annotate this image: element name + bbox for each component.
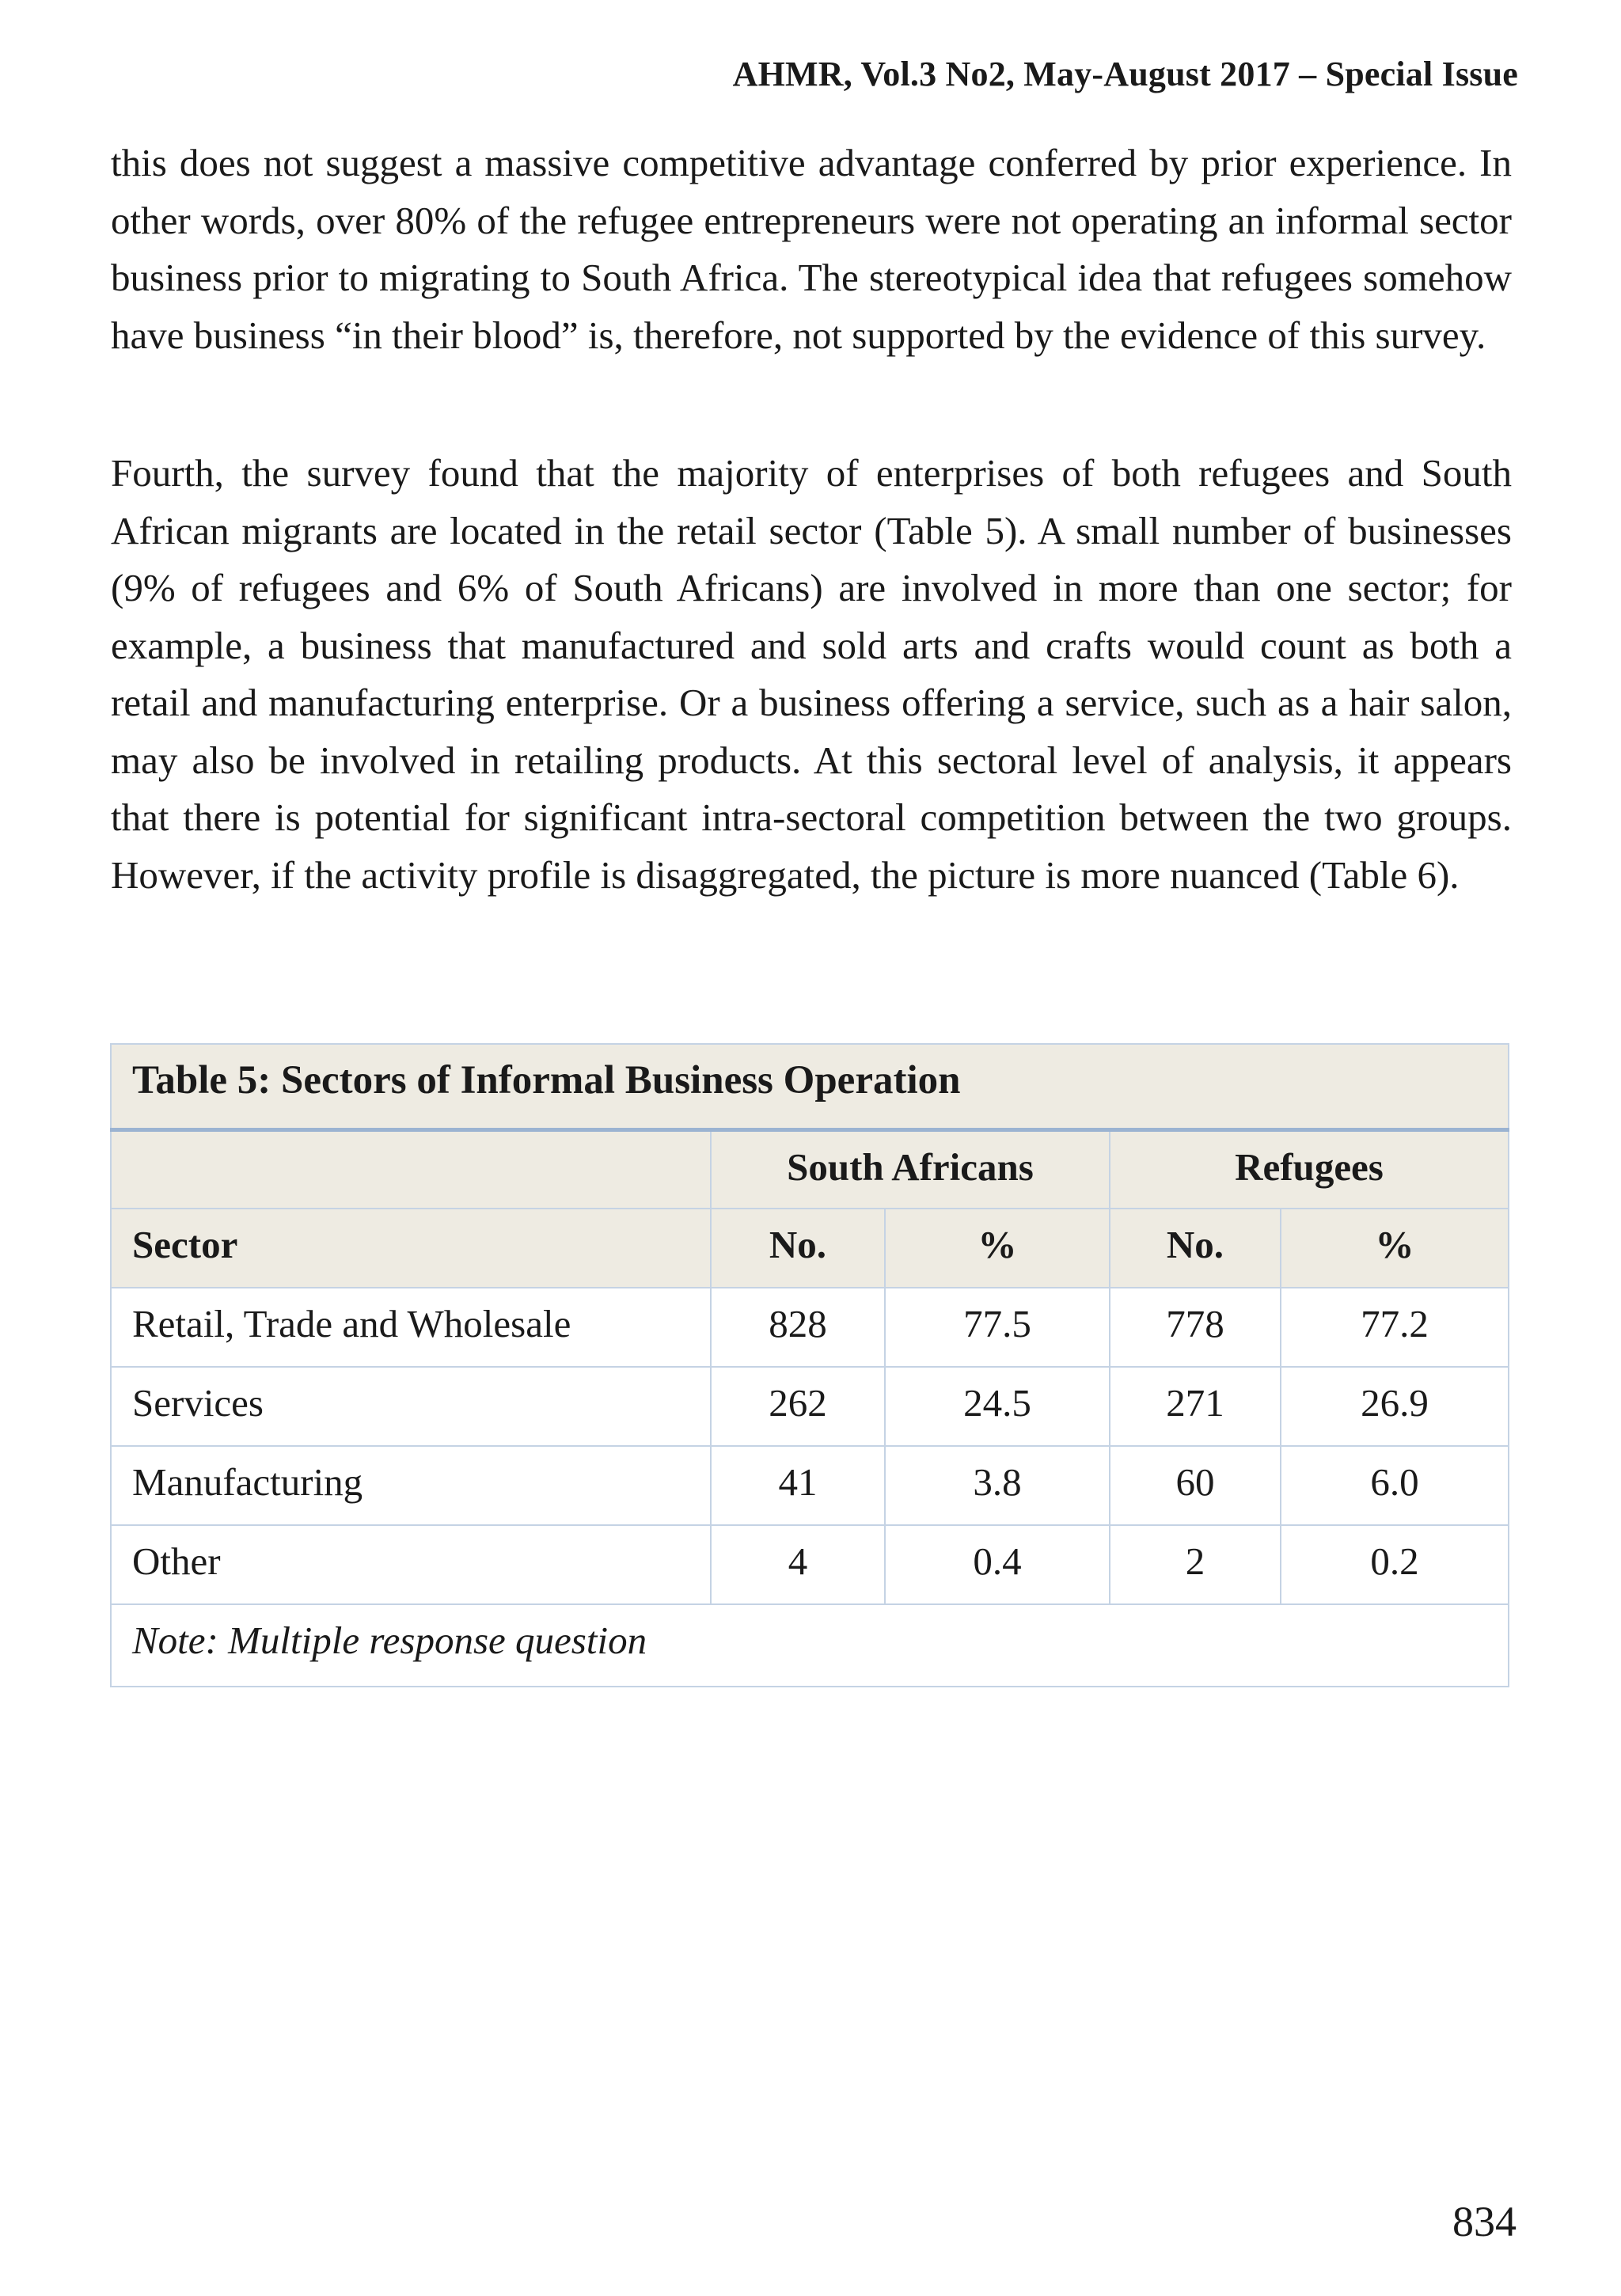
table-corner-cell — [111, 1129, 711, 1209]
row-sector: Other — [111, 1525, 711, 1604]
row-ref-pct: 77.2 — [1281, 1288, 1509, 1367]
row-ref-no: 60 — [1110, 1446, 1281, 1525]
row-sa-pct: 24.5 — [885, 1367, 1110, 1446]
row-ref-no: 271 — [1110, 1367, 1281, 1446]
table-note: Note: Multiple response question — [111, 1604, 1509, 1687]
table-row — [111, 1367, 1509, 1446]
running-header: AHMR, Vol.3 No2, May-August 2017 – Special Issue — [732, 55, 1518, 93]
row-ref-no: 2 — [1110, 1525, 1281, 1604]
body-paragraph-1: this does not suggest a massive competitive advantage conferred by prior experience. In other words, over 80% of the refugee entrepreneurs were not operating an informal sector business prior to migrating to South Africa. The stereotypical idea that refugees somehow have business “in their blood” is, therefore, not supported by the evidence of this survey. — [111, 141, 1512, 357]
row-sa-pct: 0.4 — [885, 1525, 1110, 1604]
row-sa-no: 41 — [711, 1446, 885, 1525]
page-number: 834 — [1452, 2198, 1517, 2245]
group-header-refugees: Refugees — [1110, 1129, 1509, 1209]
body-paragraph-2: Fourth, the survey found that the majority of enterprises of both refugees and South African migrants are located in the retail sector (Table 5). A small number of businesses (9% of refugees and 6% of South Africans) are involved in more than one sector; for example, a business that manufactured and sold arts and crafts would count as both a retail and manufacturing enterprise. Or a business offering a service, such as a hair salon, may also be involved in retailing products. At this sectoral level of analysis, it appears that there is potential for significant intra-sectoral competition between the two groups. However, if the activity profile is disaggregated, the picture is more nuanced (Table 6). — [111, 451, 1512, 897]
column-header-sa-pct: % — [885, 1209, 1110, 1288]
column-header-sa-no: No. — [711, 1209, 885, 1288]
table-row — [111, 1446, 1509, 1525]
row-sector: Services — [111, 1367, 711, 1446]
row-sa-no: 262 — [711, 1367, 885, 1446]
row-ref-pct: 6.0 — [1281, 1446, 1509, 1525]
column-header-ref-no: No. — [1110, 1209, 1281, 1288]
sectors-table — [110, 1043, 1509, 1687]
row-ref-pct: 0.2 — [1281, 1525, 1509, 1604]
column-header-sector: Sector — [111, 1209, 711, 1288]
row-ref-no: 778 — [1110, 1288, 1281, 1367]
row-sa-no: 4 — [711, 1525, 885, 1604]
table-row — [111, 1288, 1509, 1367]
row-sa-no: 828 — [711, 1288, 885, 1367]
row-sector: Manufacturing — [111, 1446, 711, 1525]
table-row — [111, 1525, 1509, 1604]
column-header-ref-pct: % — [1281, 1209, 1509, 1288]
table-caption: Table 5: Sectors of Informal Business Operation — [111, 1044, 1509, 1129]
group-header-south-africans: South Africans — [711, 1129, 1110, 1209]
row-sa-pct: 3.8 — [885, 1446, 1110, 1525]
row-sa-pct: 77.5 — [885, 1288, 1110, 1367]
table-5 — [110, 1043, 1508, 1687]
row-sector: Retail, Trade and Wholesale — [111, 1288, 711, 1367]
row-ref-pct: 26.9 — [1281, 1367, 1509, 1446]
